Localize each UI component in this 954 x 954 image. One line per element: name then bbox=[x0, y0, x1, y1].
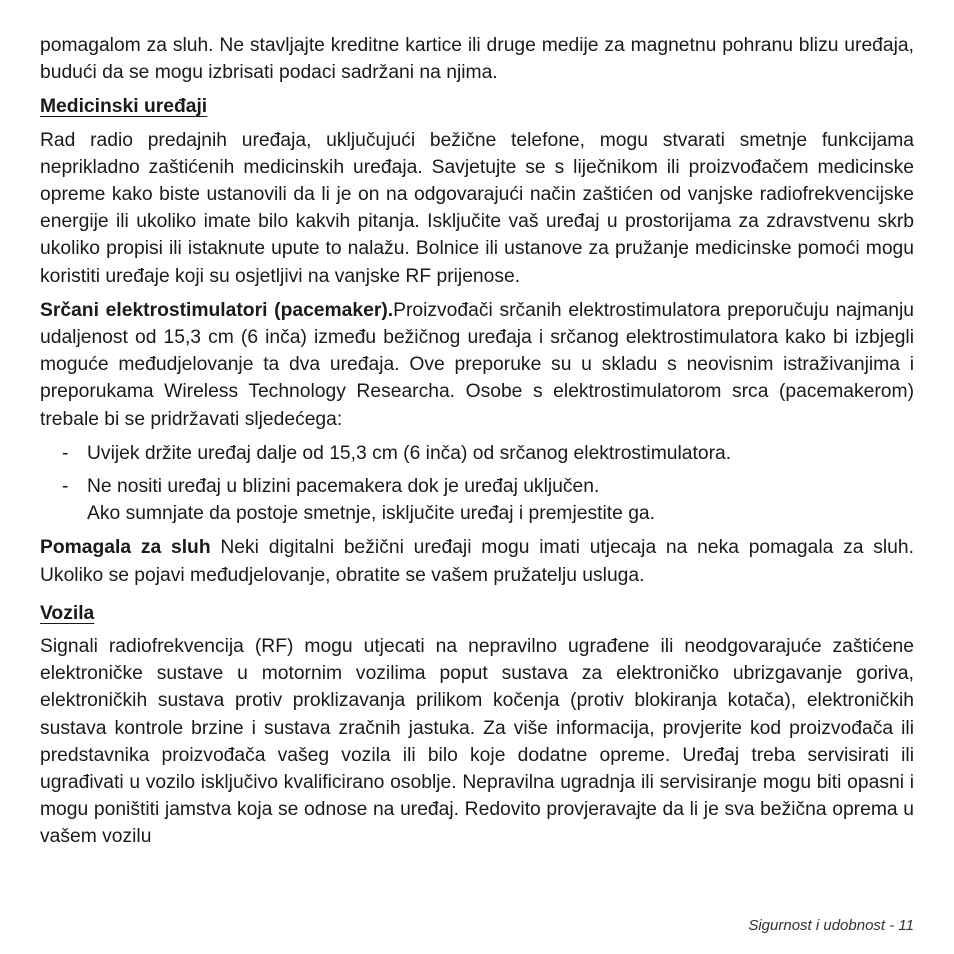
pacemaker-lead: Srčani elektrostimulatori (pacemaker). bbox=[40, 299, 394, 321]
hearing-aids-paragraph bbox=[40, 534, 914, 588]
section-heading-vehicles: Vozila bbox=[40, 602, 95, 624]
list-item bbox=[40, 473, 914, 527]
list-dash: - bbox=[62, 476, 69, 498]
pacemaker-paragraph bbox=[40, 297, 914, 433]
section-heading-medical-devices: Medicinski uređaji bbox=[40, 96, 208, 118]
list-dash: - bbox=[62, 442, 69, 464]
vehicles-paragraph: Signali radiofrekvencija (RF) mogu utjecati na nepravilno ugrađene ili neodgovarajuće zaštićene elektroničke sustave u motornim vozilima poput sustava za elektroničko ubrizgavanje goriva, elektroničkih sustava protiv proklizavanja prilikom kočenja (protiv blokiranja kotača), elektroničkih sustava kontrole brzine i sustava zračnih jastuka. Za više informacija, provjerite kod proizvođača ili predstavnika proizvođača vašeg vozila ili bilo koje dodatne opreme. Uređaj treba servisirati ili ugrađivati u vozilo isključivo kvalificirano osoblje. Nepravilna ugradnja ili servisiranje mogu biti opasni i mogu poništiti jamstva koja se odnose na uređaj. Redovito provjeravajte da li je sva bežična oprema u vašem vozilu bbox=[40, 636, 914, 848]
hearing-aids-text: Neki digitalni bežični uređaji mogu imati utjecaja na neka pomagala za sluh. Ukoliko se pojavi međudjelovanje, obratite se vašem pružatelju usluga. bbox=[40, 537, 914, 586]
hearing-aids-lead: Pomagala za sluh bbox=[40, 537, 211, 559]
medical-devices-paragraph: Rad radio predajnih uređaja, uključujući bežične telefone, mogu stvarati smetnje funkcijama neprikladno zaštićenih medicinskih uređaja. Savjetujte se s liječnikom ili proizvođačem medicinske opreme kako biste ustanovili da li je on na odgovarajući način zaštićen od vanjske radiofrekvencijske energije ili ukoliko imate bilo kakvih pitanja. Isključite vaš uređaj u prostorijama za zdravstvenu skrb ukoliko propisi ili istaknute upute to nalažu. Bolnice ili ustanove za pružanje medicinske pomoći mogu koristiti uređaje koji su osjetljivi na vanjske RF prijenose. bbox=[40, 129, 914, 287]
list-item-line: Ne nositi uređaj u blizini pacemakera dok je uređaj uključen. bbox=[87, 476, 600, 498]
pacemaker-text: Proizvođači srčanih elektrostimulatora preporučuju najmanju udaljenost od 15,3 cm (6 inča) između bežičnog uređaja i srčanog elektrostimulatora kako bi izbjegli moguće međudjelovanje ta dva uređaja. Ove preporuke su u skladu s neovisnim istraživanjima i preporukama Wireless Technology Researcha. Osobe s elektrostimulatorom srca (pacemakerom) trebale bi se pridržavati sljedećega: bbox=[40, 299, 914, 430]
list-item-line: Ako sumnjate da postoje smetnje, isključite uređaj i premjestite ga. bbox=[87, 503, 656, 525]
page-footer: Sigurnost i udobnost - 11 bbox=[748, 917, 914, 934]
list-item-line: Uvijek držite uređaj dalje od 15,3 cm (6 inča) od srčanog elektrostimulatora. bbox=[87, 442, 732, 464]
intro-paragraph: pomagalom za sluh. Ne stavljajte kreditne kartice ili druge medije za magnetnu pohranu blizu uređaja, budući da se mogu izbrisati podaci sadržani na njima. bbox=[40, 35, 914, 84]
pacemaker-bullet-list bbox=[40, 440, 914, 528]
list-item bbox=[40, 440, 914, 467]
document-page bbox=[40, 32, 914, 858]
